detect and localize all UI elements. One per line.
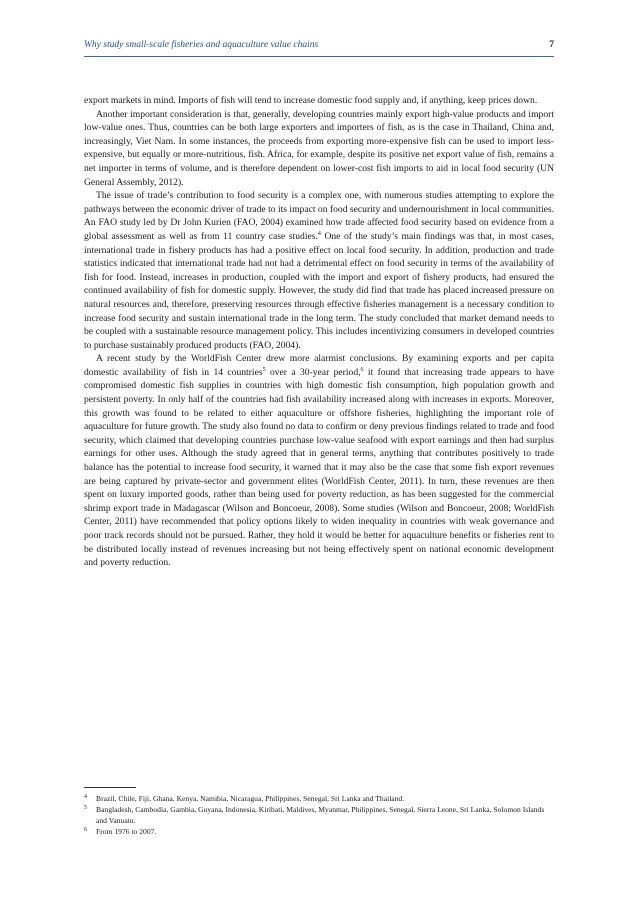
footnote-text: From 1976 to 2007. — [96, 827, 157, 836]
footnote-number: 4 — [84, 794, 87, 800]
page-number: 7 — [549, 40, 554, 50]
footnote-ref-4[interactable]: 4 — [317, 230, 321, 237]
footnote-number: 5 — [84, 805, 87, 811]
footnotes — [84, 793, 554, 837]
footnote-ref-5[interactable]: 5 — [262, 366, 266, 373]
paragraph-2: Another important consideration is that, generally, developing countries mainly export high-value products and import low-value ones. Thus, countries can be both large exporters and importers of fish, as is the case in Thailand, China and, increasingly, Viet Nam. In some instances, the proceeds from exporting more-expensive fish can be used to import less-expensive, but equally or more-nutritious, fish. Africa, for example, despite its positive net export value of fish, remains a net importer in terms of volume, and is therefore dependent on lower-cost fish imports to aid in local food security (UN General Assembly, 2012). — [84, 108, 554, 188]
footnote-rule — [84, 787, 136, 788]
footnote-5 — [84, 804, 554, 826]
paragraph-3: The issue of trade’s contribution to food security is a complex one, with numerous studies attempting to explore the pathways between the economic driver of trade to its impact on food security and undernourishment in local communities. An FAO study led by Dr John Kurien (FAO, 2004) examined how trade affected food security based on evidence from a global assessment as well as from 11 country case studies.$^4$ One of the study’s main findings was that, in most cases, international trade in fishery products has had a positive effect on local food security. In addition, production and trade statistics indicated that international trade had not had a detrimental effect on food security in terms of the availability of fish for food. Instead, increases in production, coupled with the import and export of fishery products, had ensured the continued availability of fish for domestic supply. However, the study did find that trade has placed increased pressure on natural resources and, therefore, preserving resources through effective fisheries management is a necessary condition to increase food security and sustain international trade in the long term. The study concluded that market demand needs to be coupled with a sustainable resource management policy. This includes incentivizing consumers in developed countries to purchase sustainably produced products (FAO, 2004). — [84, 190, 554, 351]
header-rule — [84, 56, 554, 57]
footnote-6 — [84, 826, 554, 837]
footnote-4 — [84, 793, 554, 804]
footnote-ref-6[interactable]: 6 — [360, 366, 364, 373]
body-text — [84, 94, 554, 570]
footnote-number: 6 — [84, 827, 87, 833]
paragraph-1: export markets in mind. Imports of fish will tend to increase domestic food supply and, if anything, keep prices down. — [84, 95, 538, 106]
footnote-text: Bangladesh, Cambodia, Gambia, Guyana, Indonesia, Kiribati, Maldives, Myanmar, Philippines, Senegal, Sierra Leone, Sri Lanka, Solomon Islands and Vanuatu. — [96, 805, 545, 825]
footnote-text: Brazil, Chile, Fiji, Ghana, Kenya, Namibia, Nicaragua, Philippines, Senegal, Sri Lanka and Thailand. — [96, 794, 405, 803]
paragraph-4: A recent study by the WorldFish Center drew more alarmist conclusions. By examining exports and per capita domestic availability of fish in 14 countries$^5$ over a 30-year period,$^6$ it found that increasing trade appears to have compromised domestic fish supplies in countries with high domestic fish consumption, high population growth and persistent poverty. In only half of the countries had fish availability increased along with increases in exports. Moreover, this growth was found to be related to either aquaculture or offshore fisheries, highlighting the important role of aquaculture for future growth. The study also found no data to confirm or deny previous findings related to trade and food security, which claimed that developing countries purchase low-value seafood with export earnings and then had surplus earnings for other uses. Although the study agreed that in general terms, anything that contributes positively to trade balance has the potential to increase food security, it warned that it may also be the case that some fish export revenues are being captured by private-sector and government elites (WorldFish Center, 2011). In turn, these revenues are then spent on luxury imported goods, rather than being used for poverty reduction, as has been suggested for the commercial shrimp export trade in Madagascar (Wilson and Boncoeur, 2008). Some studies (Wilson and Boncoeur, 2008; WorldFish Center, 2011) have recommended that policy options likely to widen inequality in countries with weak governance and poor track records should not be pursued. Rather, they hold it would be better for aquaculture benefits or fisheries rent to be distributed locally instead of revenues increasing but not being effectively spent on national economic development and poverty reduction. — [84, 353, 555, 569]
running-header-title: Why study small-scale fisheries and aquaculture value chains — [84, 40, 319, 50]
